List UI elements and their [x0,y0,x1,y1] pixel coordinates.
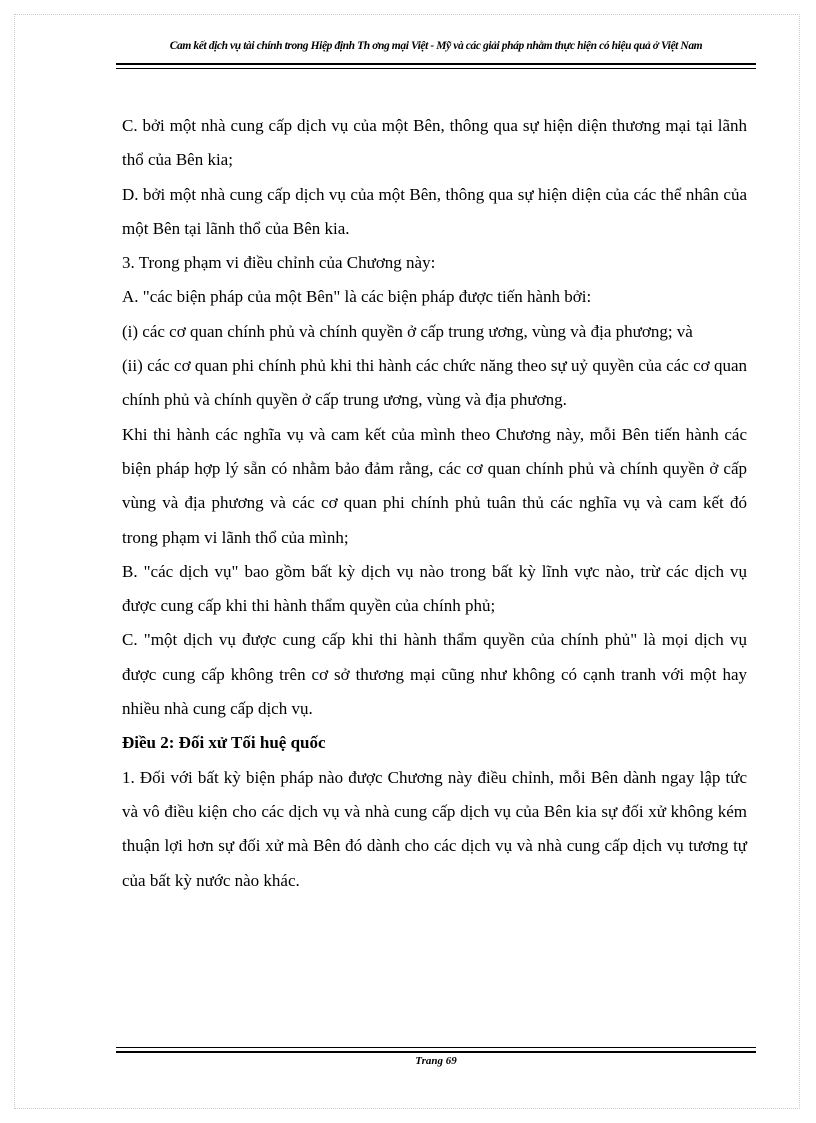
footer-rule-thin [116,1047,756,1048]
paragraph-clause-d-natural-persons: D. bởi một nhà cung cấp dịch vụ của một Bên, thông qua sự hiện diện của các thể nhân của một Bên tại lãnh thổ của Bên kia. [122,184,747,238]
page-number: Trang 69 [415,1055,457,1067]
footer-rule-thick [116,1051,756,1053]
article-heading-mfn: Điều 2: Đối xử Tối huệ quốc [122,733,326,753]
paragraph-item-ii: (ii) các cơ quan phi chính phủ khi thi hành các chức năng theo sự uỷ quyền của các cơ quan chính phủ và chính quyền ở cấp trung ương, vùng và địa phương. [122,356,747,410]
header-rule-thin [116,68,756,69]
running-header: Cam kết dịch vụ tài chính trong Hiệp định Th ơng mại Việt - Mỹ và các giải pháp nhằm thực hiện có hiệu quả ở Việt Nam [169,40,703,52]
paragraph-item-i: (i) các cơ quan chính phủ và chính quyền ở cấp trung ương, vùng và địa phương; và [122,321,693,341]
paragraph-clause-c-commercial-presence: C. bởi một nhà cung cấp dịch vụ của một Bên, thông qua sự hiện diện thương mại tại lãnh thổ của Bên kia; [122,116,747,170]
paragraph-obligations: Khi thi hành các nghĩa vụ và cam kết của mình theo Chương này, mỗi Bên tiến hành các biện pháp hợp lý sẵn có nhằm bảo đảm rằng, các cơ quan chính phủ và chính quyền ở cấp vùng và địa phương và các cơ quan phi chính phủ tuân thủ các nghĩa vụ và cam kết đó trong phạm vi lãnh thổ của mình; [122,424,747,547]
document-body [122,109,747,898]
paragraph-definition-b-services: B. "các dịch vụ" bao gồm bất kỳ dịch vụ nào trong bất kỳ lĩnh vực nào, trừ các dịch vụ được cung cấp khi thi hành thẩm quyền của chính phủ; [122,561,747,616]
paragraph-definition-a-measures: A. "các biện pháp của một Bên" là các biện pháp được tiến hành bởi: [122,287,592,307]
paragraph-scope-3: 3. Trong phạm vi điều chỉnh của Chương này: [122,253,436,273]
header-rule-thick [116,63,756,65]
paragraph-mfn-1: 1. Đối với bất kỳ biện pháp nào được Chương này điều chỉnh, mỗi Bên dành ngay lập tức và vô điều kiện cho các dịch vụ và nhà cung cấp dịch vụ của Bên kia sự đối xử không kém thuận lợi hơn sự đối xử mà Bên đó dành cho các dịch vụ và nhà cung cấp dịch vụ tương tự của bất kỳ nước nào khác. [122,767,747,890]
paragraph-definition-c-government-authority: C. "một dịch vụ được cung cấp khi thi hành thẩm quyền của chính phủ" là mọi dịch vụ được cung cấp không trên cơ sở thương mại cũng như không có cạnh tranh với một hay nhiều nhà cung cấp dịch vụ. [122,630,747,719]
